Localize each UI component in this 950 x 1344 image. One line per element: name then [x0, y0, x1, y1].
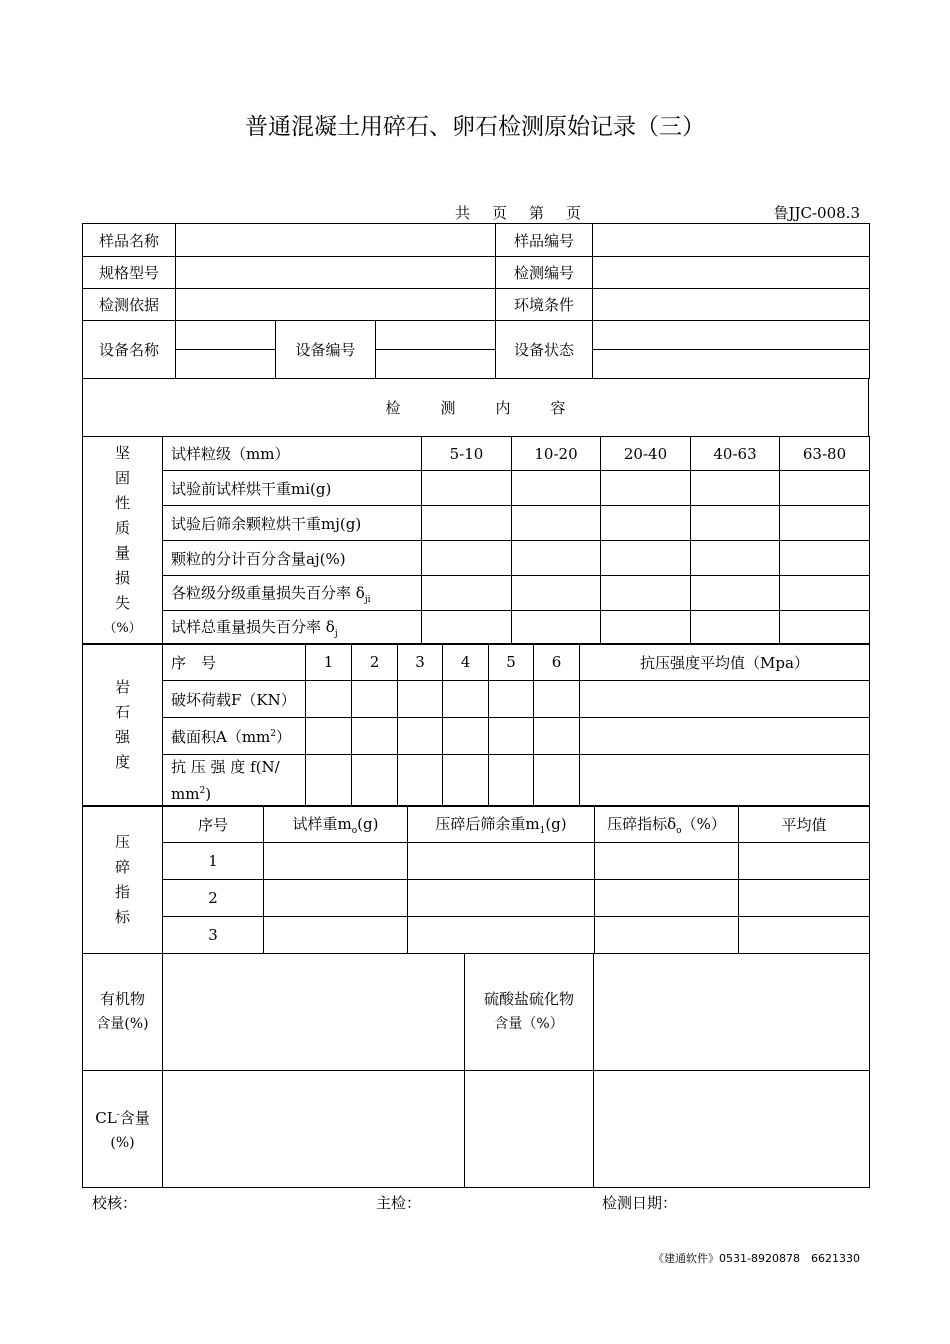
- cell[interactable]: [422, 506, 512, 541]
- cell[interactable]: [489, 755, 534, 807]
- row-aj: 颗粒的分计百分含量aj(%): [163, 541, 422, 576]
- spec-model-label: 规格型号: [83, 257, 176, 289]
- cell[interactable]: [601, 611, 691, 645]
- cell[interactable]: [580, 681, 870, 718]
- cell[interactable]: [398, 718, 443, 755]
- cell[interactable]: [306, 718, 352, 755]
- cell[interactable]: [408, 917, 595, 954]
- page-title: 普通混凝土用碎石、卵石检测原始记录（三）: [245, 114, 705, 140]
- cell[interactable]: [489, 718, 534, 755]
- organic-label: 有机物 含量(%): [83, 954, 163, 1071]
- cell[interactable]: [739, 917, 870, 954]
- cell[interactable]: [601, 471, 691, 506]
- cell[interactable]: [601, 576, 691, 611]
- organic-field[interactable]: [163, 954, 465, 1071]
- cell[interactable]: [422, 541, 512, 576]
- grade-10-20: 10-20: [512, 437, 601, 471]
- cell[interactable]: [489, 681, 534, 718]
- check-label: 校核：: [92, 1194, 138, 1212]
- cl-extra-1[interactable]: [465, 1071, 594, 1188]
- rock-avg-label: 抗压强度平均值（Mpa）: [580, 644, 870, 681]
- row-delta-ji: 各粒级分级重量损失百分率 $\delta_{ji}$: [163, 576, 422, 611]
- cell[interactable]: [422, 576, 512, 611]
- cell[interactable]: [580, 718, 870, 755]
- cell[interactable]: [780, 541, 870, 576]
- grade-20-40: 20-40: [601, 437, 691, 471]
- cell[interactable]: [306, 681, 352, 718]
- software-credit: 《建通软件》0531-8920878 6621330: [653, 1252, 860, 1265]
- cell[interactable]: [780, 506, 870, 541]
- rock-strength-table: [82, 643, 870, 807]
- grade-5-10: 5-10: [422, 437, 512, 471]
- cell[interactable]: [398, 681, 443, 718]
- sample-name-label: 样品名称: [83, 224, 176, 257]
- cell[interactable]: [398, 755, 443, 807]
- cell[interactable]: [352, 681, 398, 718]
- soundness-table: [82, 436, 870, 645]
- equip-name-label: 设备名称: [83, 321, 176, 379]
- equipment-table: [82, 320, 870, 379]
- row-mi: 试验前试样烘干重mi(g): [163, 471, 422, 506]
- cell[interactable]: [580, 755, 870, 807]
- equip-no-field-1[interactable]: [376, 321, 496, 350]
- equip-no-label: 设备编号: [276, 321, 376, 379]
- cell[interactable]: [512, 471, 601, 506]
- sample-name-field[interactable]: [176, 224, 496, 257]
- crush-index-table: [82, 805, 870, 954]
- crush-m0-label: 试样重$m_o(g)$: [264, 806, 408, 843]
- cell[interactable]: [739, 843, 870, 880]
- env-label: 环境条件: [496, 289, 593, 321]
- test-date-label: 检测日期：: [602, 1194, 678, 1212]
- cell[interactable]: [422, 471, 512, 506]
- rock-label: 岩 石 强 度: [83, 644, 163, 807]
- cell[interactable]: [306, 755, 352, 807]
- crush-row-1: 1: [163, 843, 264, 880]
- cell[interactable]: [534, 681, 580, 718]
- sample-no-field[interactable]: [593, 224, 870, 257]
- equip-no-field-2[interactable]: [376, 350, 496, 379]
- cl-field[interactable]: [163, 1071, 465, 1188]
- rock-num-1: 1: [306, 644, 352, 681]
- cell[interactable]: [691, 471, 780, 506]
- cell[interactable]: [264, 917, 408, 954]
- cl-extra-2[interactable]: [594, 1071, 870, 1188]
- test-basis-field[interactable]: [176, 289, 496, 321]
- header-table: [82, 223, 870, 321]
- soundness-label: 坚 固 性 质 量 损 失 （%）: [83, 437, 163, 645]
- equip-name-field-2[interactable]: [176, 350, 276, 379]
- cell[interactable]: [601, 506, 691, 541]
- cell[interactable]: [534, 755, 580, 807]
- cell[interactable]: [780, 611, 870, 645]
- rock-load-label: 破坏荷载F（KN）: [163, 681, 306, 718]
- test-no-label: 检测编号: [496, 257, 593, 289]
- grade-40-63: 40-63: [691, 437, 780, 471]
- rock-strength-label: 抗 压 强 度 f(N/ $mm^2$): [163, 755, 306, 807]
- chemical-table: [82, 953, 870, 1188]
- env-field[interactable]: [593, 289, 870, 321]
- cell[interactable]: [691, 611, 780, 645]
- cell[interactable]: [264, 843, 408, 880]
- cell[interactable]: [691, 576, 780, 611]
- page-count: 共 页 第 页: [455, 204, 582, 222]
- cell[interactable]: [780, 471, 870, 506]
- sulfate-field[interactable]: [594, 954, 870, 1071]
- cell[interactable]: [443, 755, 489, 807]
- cell[interactable]: [780, 576, 870, 611]
- equip-status-label: 设备状态: [496, 321, 593, 379]
- spec-model-field[interactable]: [176, 257, 496, 289]
- crush-row-3: 3: [163, 917, 264, 954]
- cell[interactable]: [352, 718, 398, 755]
- cell[interactable]: [691, 541, 780, 576]
- crush-seq-label: 序号: [163, 806, 264, 843]
- crush-m1-label: 压碎后筛余重$m_1(g)$: [408, 806, 595, 843]
- row-mj: 试验后筛余颗粒烘干重mj(g): [163, 506, 422, 541]
- grade-label: 试样粒级（mm）: [163, 437, 422, 471]
- rock-num-5: 5: [489, 644, 534, 681]
- cell[interactable]: [512, 506, 601, 541]
- crush-index-label: 压碎指标$\delta_o(\%)$: [595, 806, 739, 843]
- rock-num-2: 2: [352, 644, 398, 681]
- test-no-field[interactable]: [593, 257, 870, 289]
- rock-num-6: 6: [534, 644, 580, 681]
- sample-no-label: 样品编号: [496, 224, 593, 257]
- rock-num-3: 3: [398, 644, 443, 681]
- rock-num-4: 4: [443, 644, 489, 681]
- content-heading-table: [82, 378, 869, 437]
- cell[interactable]: [512, 576, 601, 611]
- cell[interactable]: [601, 541, 691, 576]
- content-heading: 检 测 内 容: [83, 379, 869, 437]
- cell[interactable]: [512, 541, 601, 576]
- crush-avg-label: 平均值: [739, 806, 870, 843]
- cell[interactable]: [512, 611, 601, 645]
- row-delta-j: 试样总重量损失百分率 $\delta_j$: [163, 611, 422, 645]
- cell[interactable]: [595, 843, 739, 880]
- cell[interactable]: [264, 880, 408, 917]
- equip-status-field-1[interactable]: [593, 321, 870, 350]
- cell[interactable]: [595, 880, 739, 917]
- sulfate-label: 硫酸盐硫化物 含量（%）: [465, 954, 594, 1071]
- cell[interactable]: [739, 880, 870, 917]
- test-basis-label: 检测依据: [83, 289, 176, 321]
- cell[interactable]: [534, 718, 580, 755]
- grade-63-80: 63-80: [780, 437, 870, 471]
- rock-seq-label: 序 号: [163, 644, 306, 681]
- cl-label: CL-含量 (%): [83, 1071, 163, 1188]
- main-inspector-label: 主检：: [376, 1194, 422, 1212]
- cell[interactable]: [422, 611, 512, 645]
- cell[interactable]: [443, 681, 489, 718]
- crush-label: 压 碎 指 标: [83, 806, 163, 954]
- cell[interactable]: [408, 843, 595, 880]
- equip-name-field-1[interactable]: [176, 321, 276, 350]
- cell[interactable]: [443, 718, 489, 755]
- equip-status-field-2[interactable]: [593, 350, 870, 379]
- crush-row-2: 2: [163, 880, 264, 917]
- rock-area-label: 截面积$A(mm^2)$: [163, 718, 306, 755]
- cell[interactable]: [408, 880, 595, 917]
- cell[interactable]: [691, 506, 780, 541]
- form-number: 鲁JJC-008.3: [773, 204, 860, 222]
- cell[interactable]: [352, 755, 398, 807]
- cell[interactable]: [595, 917, 739, 954]
